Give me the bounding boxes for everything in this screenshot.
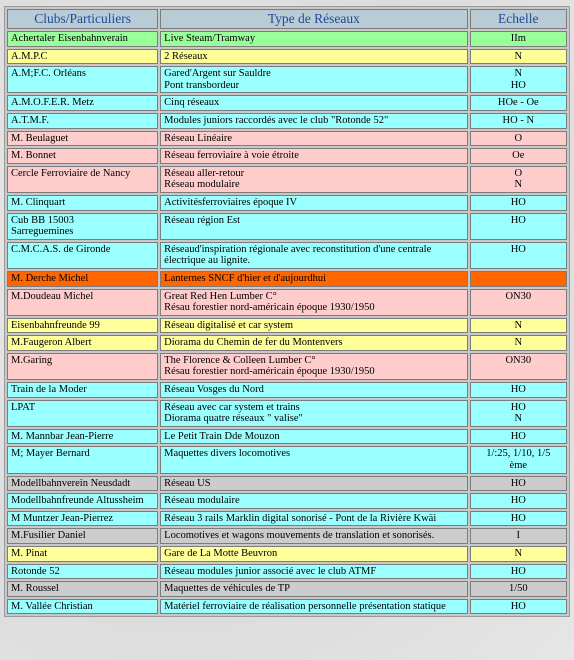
club-cell-line: M. Roussel [11,583,59,595]
type-cell-line: Gare de La Motte Beuvron [164,548,278,559]
club-cell [7,113,158,129]
scale-cell-line: HO [510,477,526,489]
type-cell-line: Réseau modulaire [164,495,240,507]
table-row [7,271,567,287]
club-cell-line: M. Clinquart [11,196,66,208]
club-cell-line: M. Bonnet [11,150,56,162]
type-cell [160,382,467,398]
scale-cell-line: N [514,548,523,559]
type-cell-line: 2 Réseaux [164,50,208,62]
scale-cell-line: Oe [512,150,525,162]
club-cell-line: M.Doudeau Michel [11,290,94,302]
scale-cell-line: N [514,319,523,331]
type-cell-line: Réseau modules junior associé avec le club ATMF [164,565,377,577]
scale-cell [470,382,567,398]
scale-cell [470,599,567,615]
exhibitors-table-wrapper [4,6,570,617]
table-row [7,493,567,509]
scale-cell-line: ON30 [505,354,532,366]
table-row [7,148,567,164]
scale-cell-line: HO [510,243,526,255]
type-cell [160,429,467,445]
type-cell [160,213,467,240]
table-row [7,195,567,211]
table-row [7,213,567,240]
club-cell-line: M.Garing [11,354,53,366]
club-cell [7,564,158,580]
type-cell-line: Résau forestier nord-américain époque 1930/1950 [164,302,375,314]
scale-cell-line [474,273,563,285]
club-cell-line: LPAT [11,401,36,413]
type-cell-line: Résau forestier nord-américain époque 1930/1950 [164,366,375,378]
scale-cell-line: N [514,179,523,191]
club-cell-line: Cub BB 15003 [11,214,75,226]
scale-cell-line: O [514,167,523,179]
type-cell-line: Réseau 3 rails Marklin digital sonorisé - Pont de la Rivière Kwäi [164,512,437,524]
type-cell [160,318,467,334]
scale-cell-line: HO [510,196,526,208]
club-cell [7,528,158,544]
table-row [7,382,567,398]
type-cell [160,242,467,269]
type-cell-line: Réseau Linéaire [164,132,233,144]
club-cell [7,289,158,316]
club-cell [7,31,158,47]
club-cell [7,511,158,527]
scale-cell-line: N [514,68,523,80]
club-cell-line: Train de la Moder [11,384,87,396]
scale-cell [470,528,567,544]
scale-cell-line: ème [509,460,528,472]
scale-cell-line: HO [510,79,526,91]
scale-cell-line: HO [510,600,526,612]
type-cell-line: Réseau digitalisé et car system [164,319,294,331]
table-row [7,400,567,427]
scale-cell-line: N [514,337,523,349]
scale-cell [470,546,567,562]
scale-cell-line: 1/:25, 1/10, 1/5 [486,448,551,460]
club-cell [7,400,158,427]
scale-cell-line: HO [510,401,526,413]
type-cell-line: Great Red Hen Lumber C° [164,290,277,302]
table-row [7,95,567,111]
club-cell-line: A.M.P.C [11,50,48,62]
type-cell-line: Matériel ferroviaire de réalisation personnelle présentation statique [164,600,446,612]
scale-cell [470,31,567,47]
table-row [7,429,567,445]
type-cell [160,528,467,544]
scale-cell [470,195,567,211]
scale-cell-line: N [514,413,523,425]
club-cell-line: M.Faugeron Albert [11,337,92,349]
table-row [7,318,567,334]
club-cell-line: Achertaler Eisenbahnverain [11,33,128,44]
type-cell-line: Réseau modulaire [164,179,240,191]
scale-cell-line: HO [510,512,526,524]
club-cell [7,446,158,473]
type-cell-line: Réseau ferroviaire à voie étroite [164,150,299,162]
club-cell-line: Rotonde 52 [11,565,60,577]
table-row [7,242,567,269]
club-cell [7,476,158,492]
header-row [7,9,567,29]
scale-cell [470,113,567,129]
scale-cell [470,581,567,597]
type-cell [160,546,467,562]
scale-cell-line: O [514,132,523,144]
scale-cell [470,493,567,509]
type-cell [160,66,467,93]
scale-cell-line: IIm [510,33,526,44]
type-cell-line: The Florence & Colleen Lumber C° [164,354,316,366]
scale-cell [470,511,567,527]
scale-cell [470,166,567,193]
club-cell-line: C.M.C.A.S. de Gironde [11,243,111,255]
table-row [7,289,567,316]
type-cell [160,195,467,211]
club-cell-line: M. Beulaguet [11,132,69,144]
scale-cell [470,446,567,473]
type-cell-line: Diorama du Chemin de fer du Montenvers [164,337,343,349]
type-cell-line: Maquettes de véhicules de TP [164,583,290,595]
type-cell [160,446,467,473]
scale-cell [470,49,567,65]
type-cell [160,476,467,492]
club-cell-line: A.M;F.C. Orléans [11,68,86,80]
club-cell [7,271,158,287]
club-cell-line: Sarreguemines [11,226,74,238]
club-cell-line: A.M.O.F.E.R. Metz [11,97,94,109]
table-row [7,581,567,597]
table-row [7,49,567,65]
scale-cell [470,271,567,287]
scale-cell-line: HO - N [502,114,535,126]
table-row [7,564,567,580]
club-cell [7,49,158,65]
type-cell-line: Locomotives et wagons mouvements de translation et sonorisés. [164,530,435,542]
club-cell [7,493,158,509]
scale-cell [470,242,567,269]
club-cell [7,166,158,193]
type-cell [160,271,467,287]
scale-cell-line: HO [510,384,526,396]
club-cell [7,353,158,380]
type-cell [160,148,467,164]
scale-cell [470,353,567,380]
scale-cell-line: HO [510,214,526,226]
table-body [7,31,567,614]
club-cell [7,213,158,240]
scale-cell [470,476,567,492]
club-cell-line: Eisenbahnfreunde 99 [11,319,100,331]
type-cell [160,335,467,351]
club-cell-line: M. Vallée Christian [11,600,93,612]
type-cell-line: Réseau aller-retour [164,167,245,179]
scale-cell [470,131,567,147]
table-row [7,599,567,615]
scale-cell [470,148,567,164]
club-cell [7,95,158,111]
type-cell [160,581,467,597]
club-cell-line: M. Pinat [11,548,48,559]
exhibitors-table [4,6,570,617]
header-scale: Echelle [470,9,567,29]
scale-cell-line: I [516,530,521,542]
club-cell [7,242,158,269]
club-cell-line: M; Mayer Bernard [11,448,90,460]
type-cell [160,289,467,316]
type-cell [160,131,467,147]
club-cell [7,581,158,597]
type-cell-line: Réseau US [164,477,211,489]
type-cell-line: Le Petit Train Dde Mouzon [164,430,280,442]
club-cell [7,382,158,398]
scale-cell-line: 1/50 [508,583,528,595]
club-cell-line: M.Fusilier Daniel [11,530,86,542]
club-cell-line: M Muntzer Jean-Pierrez [11,512,114,524]
club-cell [7,195,158,211]
club-cell-line: M. Mannbar Jean-Pierre [11,430,114,442]
table-row [7,335,567,351]
club-cell [7,335,158,351]
type-cell-line: Réseau région Est [164,214,240,226]
type-cell [160,493,467,509]
type-cell-line: Diorama quatre réseaux " valise" [164,413,303,425]
table-row [7,31,567,47]
table-row [7,446,567,473]
scale-cell-line: ON30 [505,290,532,302]
scale-cell-line: HOe - Oe [497,97,539,109]
type-cell [160,564,467,580]
scale-cell [470,213,567,240]
type-cell [160,166,467,193]
type-cell [160,400,467,427]
table-row [7,476,567,492]
scale-cell-line: HO [510,430,526,442]
type-cell-line: Réseau Vosges du Nord [164,384,264,396]
type-cell [160,49,467,65]
type-cell-line: Activitésferroviaires époque IV [164,196,298,208]
club-cell [7,148,158,164]
scale-cell [470,400,567,427]
header-type: Type de Réseaux [160,9,467,29]
scale-cell-line: HO [510,565,526,577]
club-cell [7,66,158,93]
scale-cell [470,66,567,93]
type-cell-line: Maquettes divers locomotives [164,448,291,460]
scale-cell [470,95,567,111]
club-cell-line: M. Derche Michel [11,272,89,284]
club-cell [7,599,158,615]
table-row [7,113,567,129]
type-cell-line: Gared'Argent sur Sauldre [164,68,271,80]
type-cell [160,353,467,380]
table-row [7,66,567,93]
club-cell [7,546,158,562]
table-row [7,528,567,544]
type-cell-line: Pont transbordeur [164,79,240,91]
type-cell-line: Cinq réseaux [164,97,220,109]
scale-cell-line: N [514,50,523,62]
table-row [7,353,567,380]
scale-cell [470,564,567,580]
club-cell-line: Modellbahnfreunde Altussheim [11,495,144,507]
club-cell [7,131,158,147]
club-cell [7,318,158,334]
scale-cell [470,335,567,351]
table-row [7,166,567,193]
table-row [7,546,567,562]
type-cell [160,31,467,47]
type-cell-line: Modules juniors raccordés avec le club "Rotonde 52" [164,114,389,126]
club-cell-line: Modellbahnverein Neusdadt [11,477,131,489]
type-cell [160,95,467,111]
type-cell-line: Réseau avec car system et trains [164,401,300,413]
scale-cell [470,429,567,445]
type-cell [160,511,467,527]
club-cell-line: Cercle Ferroviaire de Nancy [11,167,131,179]
table-row [7,131,567,147]
type-cell-line: Réseaud'inspiration régionale avec reconstitution d'une centrale électrique au lignite. [164,243,432,267]
club-cell-line: A.T.M.F. [11,114,50,126]
scale-cell [470,289,567,316]
header-clubs: Clubs/Particuliers [7,9,158,29]
type-cell [160,599,467,615]
type-cell-line: Lanternes SNCF d'hier et d'aujourdhui [164,272,327,284]
table-row [7,511,567,527]
type-cell [160,113,467,129]
scale-cell [470,318,567,334]
club-cell [7,429,158,445]
type-cell-line: Live Steam/Tramway [164,33,256,44]
scale-cell-line: HO [510,495,526,507]
